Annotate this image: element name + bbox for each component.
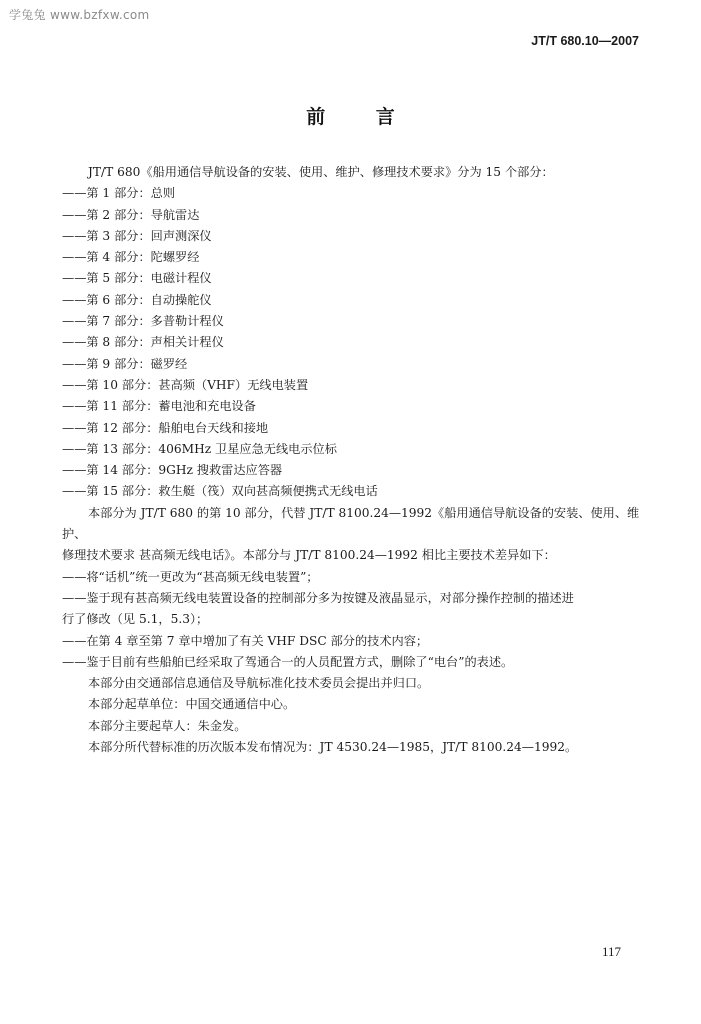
part-item: ——第 5 部分：电磁计程仪 xyxy=(62,271,212,286)
part-item: ——第 2 部分：导航雷达 xyxy=(62,207,200,222)
part-item: ——第 7 部分：多普勒计程仪 xyxy=(62,314,224,329)
standard-code: JT/T 680.10—2007 xyxy=(531,34,639,48)
part-item: ——第 4 部分：陀螺罗经 xyxy=(62,250,200,265)
part-item: ——第 1 部分：总则 xyxy=(62,186,176,201)
document-body xyxy=(62,162,642,758)
part-item: ——第 10 部分：甚高频（VHF）无线电装置 xyxy=(62,377,309,392)
proposed-by-paragraph: 本部分由交通部信息通信及导航标准化技术委员会提出并归口。 xyxy=(88,676,430,691)
part-item: ——第 3 部分：回声测深仪 xyxy=(62,228,212,243)
change-item: ——鉴于目前有些船舶已经采取了驾通合一的人员配置方式，删除了“电台”的表述。 xyxy=(62,654,514,669)
drafters-paragraph: 本部分主要起草人：朱金发。 xyxy=(88,718,247,733)
change-item: ——在第 4 章至第 7 章中增加了有关 VHF DSC 部分的技术内容； xyxy=(62,633,429,648)
part-item: ——第 14 部分：9GHz 搜救雷达应答器 xyxy=(62,463,283,478)
drafting-unit-paragraph: 本部分起草单位：中国交通通信中心。 xyxy=(88,697,296,712)
change-item: ——将“话机”统一更改为“甚高频无线电装置”； xyxy=(62,569,319,584)
part-item: ——第 8 部分：声相关计程仪 xyxy=(62,335,224,350)
part-item: ——第 12 部分：船舶电台天线和接地 xyxy=(62,420,269,435)
part-item: ——第 13 部分：406MHz 卫星应急无线电示位标 xyxy=(62,441,337,456)
page-title: 前 言 xyxy=(306,106,417,128)
part-item: ——第 11 部分：蓄电池和充电设备 xyxy=(62,399,256,414)
part-item: ——第 15 部分：救生艇（筏）双向甚高频便携式无线电话 xyxy=(62,484,378,499)
page-number: 117 xyxy=(601,944,621,959)
change-item-line-1: ——鉴于现有甚高频无线电装置设备的控制部分多为按键及液晶显示，对部分操作控制的描述进 xyxy=(62,590,574,605)
part-item: ——第 6 部分：自动操舵仪 xyxy=(62,292,212,307)
replacement-paragraph-line-2: 修理技术要求 甚高频无线电话》。本部分与 JT/T 8100.24—1992 相比主要技术差异如下： xyxy=(62,548,556,563)
change-item-line-2: 行了修改（见 5.1，5.3）； xyxy=(62,612,209,627)
watermark: 学兔兔 www.bzfxw.com xyxy=(9,8,150,22)
part-item: ——第 9 部分：磁罗经 xyxy=(62,356,188,371)
intro-paragraph: JT/T 680《船用通信导航设备的安装、使用、维护、修理技术要求》分为 15 个部分： xyxy=(88,165,554,179)
replacement-paragraph-line-1: 本部分为 JT/T 680 的第 10 部分，代替 JT/T 8100.24—1992《船用通信导航设备的安装、使用、维护、 xyxy=(62,505,640,542)
history-paragraph: 本部分所代替标准的历次版本发布情况为：JT 4530.24—1985，JT/T 8100.24—1992。 xyxy=(88,740,578,755)
